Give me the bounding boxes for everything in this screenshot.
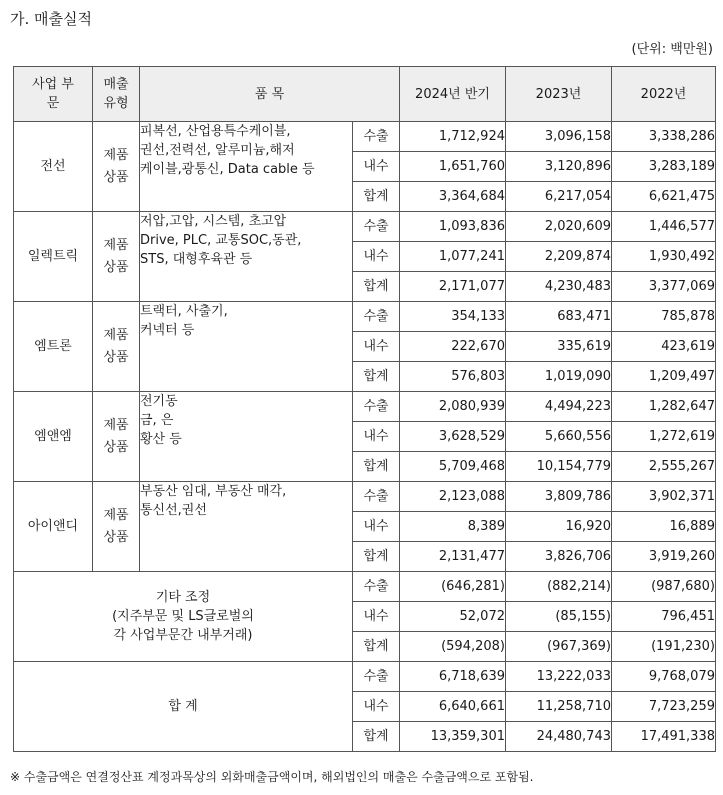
ptype-cell bbox=[93, 122, 140, 212]
product-line: 커넥터 등 bbox=[140, 323, 195, 338]
sales-kind: 수출 bbox=[353, 482, 400, 512]
other-adjustment-label bbox=[14, 572, 353, 662]
product-cell bbox=[140, 392, 353, 482]
sales-table bbox=[13, 66, 716, 752]
value-cell: (646,281) bbox=[400, 572, 506, 602]
value-cell: 3,364,684 bbox=[400, 182, 506, 212]
sales-kind: 합계 bbox=[353, 362, 400, 392]
segment-name: 일렉트릭 bbox=[14, 212, 93, 302]
sales-kind: 수출 bbox=[353, 392, 400, 422]
table-row bbox=[14, 482, 716, 512]
value-cell: 1,282,647 bbox=[612, 392, 716, 422]
value-cell: 6,718,639 bbox=[400, 662, 506, 692]
value-cell: (191,230) bbox=[612, 632, 716, 662]
value-cell: 5,709,468 bbox=[400, 452, 506, 482]
ptype-cell bbox=[93, 482, 140, 572]
value-cell: 2,080,939 bbox=[400, 392, 506, 422]
unit-label: (단위: 백만원) bbox=[631, 42, 713, 57]
value-cell: 9,768,079 bbox=[612, 662, 716, 692]
product-line: 통신선,권선 bbox=[140, 503, 207, 518]
sales-kind: 수출 bbox=[353, 302, 400, 332]
value-cell: 7,723,259 bbox=[612, 692, 716, 722]
value-cell: 16,920 bbox=[506, 512, 612, 542]
sales-kind: 수출 bbox=[353, 662, 400, 692]
header-2023: 2023년 bbox=[506, 67, 612, 122]
sales-kind: 합계 bbox=[353, 272, 400, 302]
table-row bbox=[14, 212, 716, 242]
value-cell: 222,670 bbox=[400, 332, 506, 362]
table-row bbox=[14, 392, 716, 422]
ptype-cell bbox=[93, 392, 140, 482]
product-line: 부동산 임대, 부동산 매각, bbox=[140, 484, 287, 499]
value-cell: 3,120,896 bbox=[506, 152, 612, 182]
value-cell: 354,133 bbox=[400, 302, 506, 332]
sales-kind: 내수 bbox=[353, 512, 400, 542]
value-cell: (85,155) bbox=[506, 602, 612, 632]
value-cell: 3,826,706 bbox=[506, 542, 612, 572]
value-cell: 3,338,286 bbox=[612, 122, 716, 152]
sales-kind: 합계 bbox=[353, 182, 400, 212]
table-body bbox=[14, 122, 716, 752]
value-cell: 52,072 bbox=[400, 602, 506, 632]
segment-name: 엠앤엠 bbox=[14, 392, 93, 482]
product-cell bbox=[140, 302, 353, 392]
header-ptype-text: 매출 유형 bbox=[103, 77, 129, 111]
segment-name: 전선 bbox=[14, 122, 93, 212]
value-cell: 16,889 bbox=[612, 512, 716, 542]
value-cell: 3,628,529 bbox=[400, 422, 506, 452]
sales-kind: 내수 bbox=[353, 332, 400, 362]
header-product: 품 목 bbox=[140, 67, 400, 122]
value-cell: 796,451 bbox=[612, 602, 716, 632]
product-cell bbox=[140, 482, 353, 572]
product-line: 저압,고압, 시스템, 초고압 bbox=[140, 214, 287, 229]
value-cell: 335,619 bbox=[506, 332, 612, 362]
value-cell: 6,621,475 bbox=[612, 182, 716, 212]
value-cell: 4,494,223 bbox=[506, 392, 612, 422]
ptype-label: 상품 bbox=[103, 169, 129, 185]
grand-total-label: 합 계 bbox=[14, 662, 353, 752]
product-line: 전기동 bbox=[140, 394, 178, 409]
value-cell: 13,222,033 bbox=[506, 662, 612, 692]
sales-kind: 수출 bbox=[353, 212, 400, 242]
sales-kind: 합계 bbox=[353, 542, 400, 572]
ptype-label: 제품 bbox=[103, 507, 129, 523]
value-cell: 4,230,483 bbox=[506, 272, 612, 302]
ptype-label: 제품 bbox=[103, 147, 129, 163]
product-cell bbox=[140, 122, 353, 212]
value-cell: (882,214) bbox=[506, 572, 612, 602]
product-line: 권선,전력선, 알루미늄,해저 bbox=[140, 143, 295, 158]
sales-kind: 수출 bbox=[353, 572, 400, 602]
value-cell: 24,480,743 bbox=[506, 722, 612, 752]
value-cell: 2,555,267 bbox=[612, 452, 716, 482]
value-cell: 2,123,088 bbox=[400, 482, 506, 512]
ptype-cell bbox=[93, 212, 140, 302]
value-cell: 1,272,619 bbox=[612, 422, 716, 452]
ptype-label: 제품 bbox=[103, 417, 129, 433]
value-cell: 1,019,090 bbox=[506, 362, 612, 392]
value-cell: 1,712,924 bbox=[400, 122, 506, 152]
header-2022: 2022년 bbox=[612, 67, 716, 122]
value-cell: 13,359,301 bbox=[400, 722, 506, 752]
header-row bbox=[14, 67, 716, 122]
value-cell: (987,680) bbox=[612, 572, 716, 602]
value-cell: 576,803 bbox=[400, 362, 506, 392]
segment-name: 아이앤디 bbox=[14, 482, 93, 572]
value-cell: 1,446,577 bbox=[612, 212, 716, 242]
value-cell: 11,258,710 bbox=[506, 692, 612, 722]
value-cell: 1,209,497 bbox=[612, 362, 716, 392]
product-line: STS, 대형후육관 등 bbox=[140, 252, 253, 267]
sales-kind: 내수 bbox=[353, 242, 400, 272]
sales-kind: 내수 bbox=[353, 602, 400, 632]
value-cell: 8,389 bbox=[400, 512, 506, 542]
value-cell: 2,209,874 bbox=[506, 242, 612, 272]
sales-kind: 내수 bbox=[353, 422, 400, 452]
value-cell: 6,640,661 bbox=[400, 692, 506, 722]
section-title: 가. 매출실적 bbox=[10, 10, 92, 28]
sales-kind: 합계 bbox=[353, 452, 400, 482]
value-cell: 3,919,260 bbox=[612, 542, 716, 572]
value-cell: 2,171,077 bbox=[400, 272, 506, 302]
value-cell: 3,809,786 bbox=[506, 482, 612, 512]
product-line: 피복선, 산업용특수케이블, bbox=[140, 124, 291, 139]
value-cell: 1,093,836 bbox=[400, 212, 506, 242]
ptype-label: 상품 bbox=[103, 349, 129, 365]
other-label-line: 각 사업부문간 내부거래) bbox=[113, 628, 253, 643]
value-cell: (967,369) bbox=[506, 632, 612, 662]
value-cell: 17,491,338 bbox=[612, 722, 716, 752]
ptype-label: 제품 bbox=[103, 237, 129, 253]
product-cell bbox=[140, 212, 353, 302]
value-cell: 2,020,609 bbox=[506, 212, 612, 242]
table-row bbox=[14, 122, 716, 152]
value-cell: 2,131,477 bbox=[400, 542, 506, 572]
other-label-line: (지주부문 및 LS글로벌의 bbox=[112, 609, 254, 624]
segment-name: 엠트론 bbox=[14, 302, 93, 392]
sales-kind: 내수 bbox=[353, 692, 400, 722]
sales-kind: 합계 bbox=[353, 632, 400, 662]
table-row bbox=[14, 662, 716, 692]
value-cell: 5,660,556 bbox=[506, 422, 612, 452]
value-cell: 1,077,241 bbox=[400, 242, 506, 272]
product-line: 황산 등 bbox=[140, 432, 182, 447]
sales-kind: 합계 bbox=[353, 722, 400, 752]
sales-kind: 수출 bbox=[353, 122, 400, 152]
header-2024h1: 2024년 반기 bbox=[400, 67, 506, 122]
value-cell: 3,096,158 bbox=[506, 122, 612, 152]
value-cell: 1,930,492 bbox=[612, 242, 716, 272]
value-cell: (594,208) bbox=[400, 632, 506, 662]
product-line: 케이블,광통신, Data cable 등 bbox=[140, 162, 315, 177]
product-line: Drive, PLC, 교통SOC,동관, bbox=[140, 233, 302, 248]
value-cell: 10,154,779 bbox=[506, 452, 612, 482]
ptype-label: 상품 bbox=[103, 439, 129, 455]
header-ptype bbox=[93, 67, 140, 122]
ptype-label: 제품 bbox=[103, 327, 129, 343]
sales-kind: 내수 bbox=[353, 152, 400, 182]
value-cell: 6,217,054 bbox=[506, 182, 612, 212]
value-cell: 3,283,189 bbox=[612, 152, 716, 182]
table-row bbox=[14, 572, 716, 602]
value-cell: 3,377,069 bbox=[612, 272, 716, 302]
ptype-cell bbox=[93, 302, 140, 392]
value-cell: 3,902,371 bbox=[612, 482, 716, 512]
header-segment-text: 사업 부문 bbox=[32, 77, 74, 111]
footnote: ※ 수출금액은 연결정산표 계정과목상의 외화매출금액이며, 해외법인의 매출은 수출금액으로 포함됨. bbox=[10, 770, 534, 784]
product-line: 금, 은 bbox=[140, 413, 174, 428]
value-cell: 423,619 bbox=[612, 332, 716, 362]
value-cell: 1,651,760 bbox=[400, 152, 506, 182]
other-label-line: 기타 조정 bbox=[155, 590, 211, 605]
ptype-label: 상품 bbox=[103, 259, 129, 275]
product-line: 트랙터, 사출기, bbox=[140, 304, 228, 319]
header-segment bbox=[14, 67, 93, 122]
ptype-label: 상품 bbox=[103, 529, 129, 545]
table-row bbox=[14, 302, 716, 332]
value-cell: 683,471 bbox=[506, 302, 612, 332]
value-cell: 785,878 bbox=[612, 302, 716, 332]
